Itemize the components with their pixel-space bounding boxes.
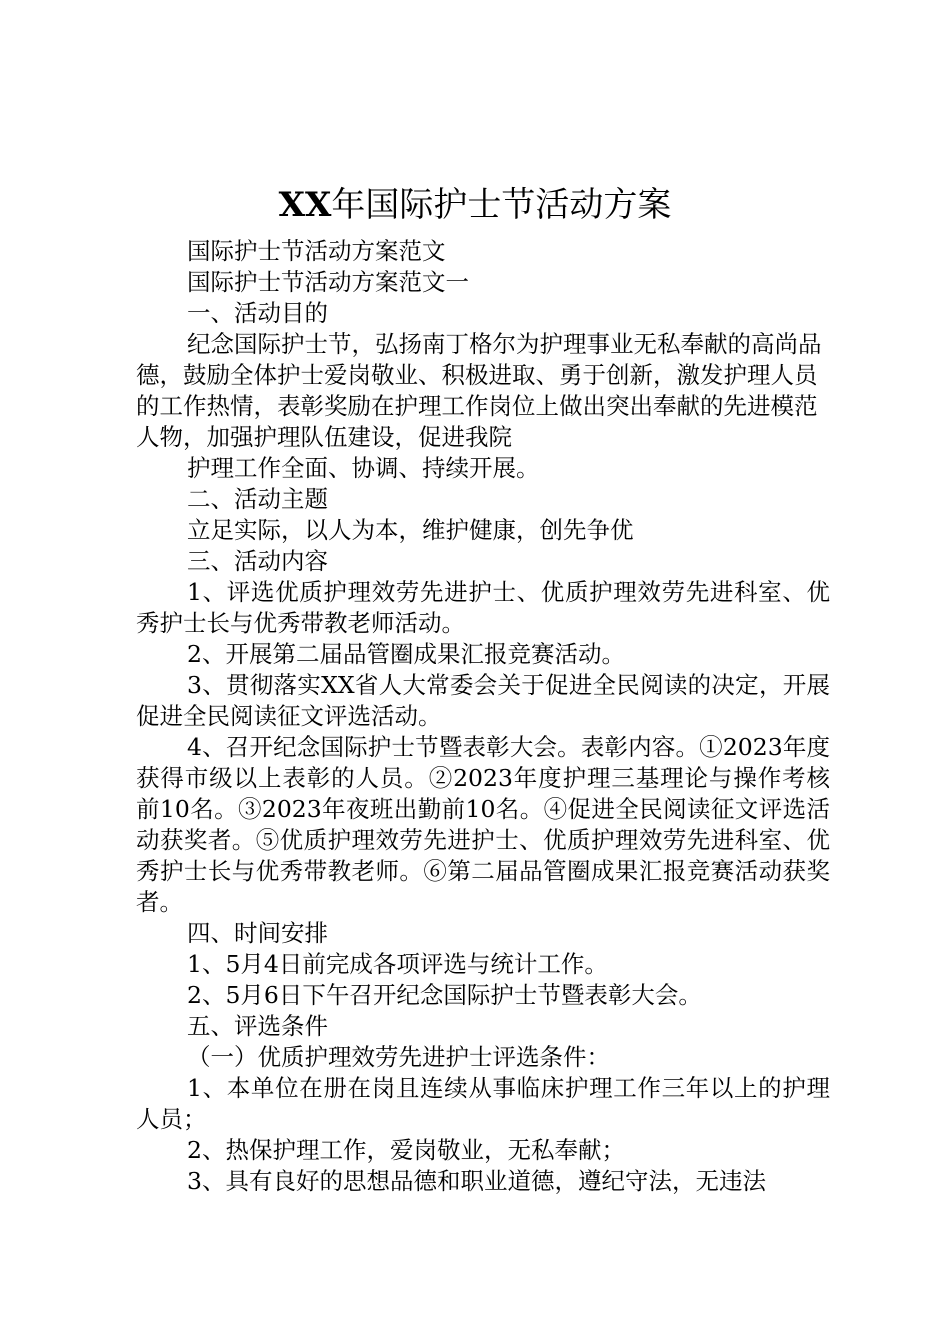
criteria-subheading-1: （一）优质护理效劳先进护士评选条件： [187,1043,610,1071]
content-item-3: 3、贯彻落实XX省人大常委会关于促进全民阅读的决定，开展促进全民阅读征文评选活动。 [136,671,830,730]
document-body [136,236,830,1197]
criteria-item-2: 2、热保护理工作，爱岗敬业，无私奉献； [187,1136,625,1164]
paragraph-purpose-cont: 护理工作全面、协调、持续开展。 [187,454,540,482]
section-heading-schedule: 四、时间安排 [187,919,328,947]
section-heading-criteria: 五、评选条件 [187,1012,328,1040]
section-heading-content: 三、活动内容 [187,547,328,575]
content-item-4: 4、召开纪念国际护士节暨表彰大会。表彰内容。①2023年度获得市级以上表彰的人员。②2023年度护理三基理论与操作考核前10名。③2023年夜班出勤前10名。④促进全民阅读征文评选活动获奖者。⑤优质护理效劳先进护士、优质护理效劳先进科室、优秀护士长与优秀带教老师。⑥第二届品管圈成果汇报竞赛活动获奖者。 [136,733,830,916]
criteria-item-3: 3、具有良好的思想品德和职业道德，遵纪守法，无违法 [187,1167,766,1195]
content-item-1: 1、评选优质护理效劳先进护士、优质护理效劳先进科室、优秀护士长与优秀带教老师活动。 [136,578,830,637]
title-prefix: XX [278,185,332,225]
criteria-item-1: 1、本单位在册在岗且连续从事临床护理工作三年以上的护理人员； [136,1074,830,1133]
paragraph-purpose: 纪念国际护士节，弘扬南丁格尔为护理事业无私奉献的高尚品德，鼓励全体护士爱岗敬业、积极进取、勇于创新，激发护理人员的工作热情，表彰奖励在护理工作岗位上做出突出奉献的先进模范人物，加强护理队伍建设，促进我院 [136,330,822,451]
section-heading-purpose: 一、活动目的 [187,299,328,327]
content-item-2: 2、开展第二届品管圈成果汇报竞赛活动。 [187,640,625,668]
schedule-item-1: 1、5月4日前完成各项评选与统计工作。 [187,950,608,978]
subtitle: 国际护士节活动方案范文 [187,237,446,265]
paragraph-theme: 立足实际，以人为本，维护健康，创先争优 [187,516,634,544]
section-heading-theme: 二、活动主题 [187,485,328,513]
schedule-item-2: 2、5月6日下午召开纪念国际护士节暨表彰大会。 [187,981,702,1009]
title-text: 年国际护士节活动方案 [331,185,672,225]
subtitle-one: 国际护士节活动方案范文一 [187,268,469,296]
document-title [0,182,950,228]
